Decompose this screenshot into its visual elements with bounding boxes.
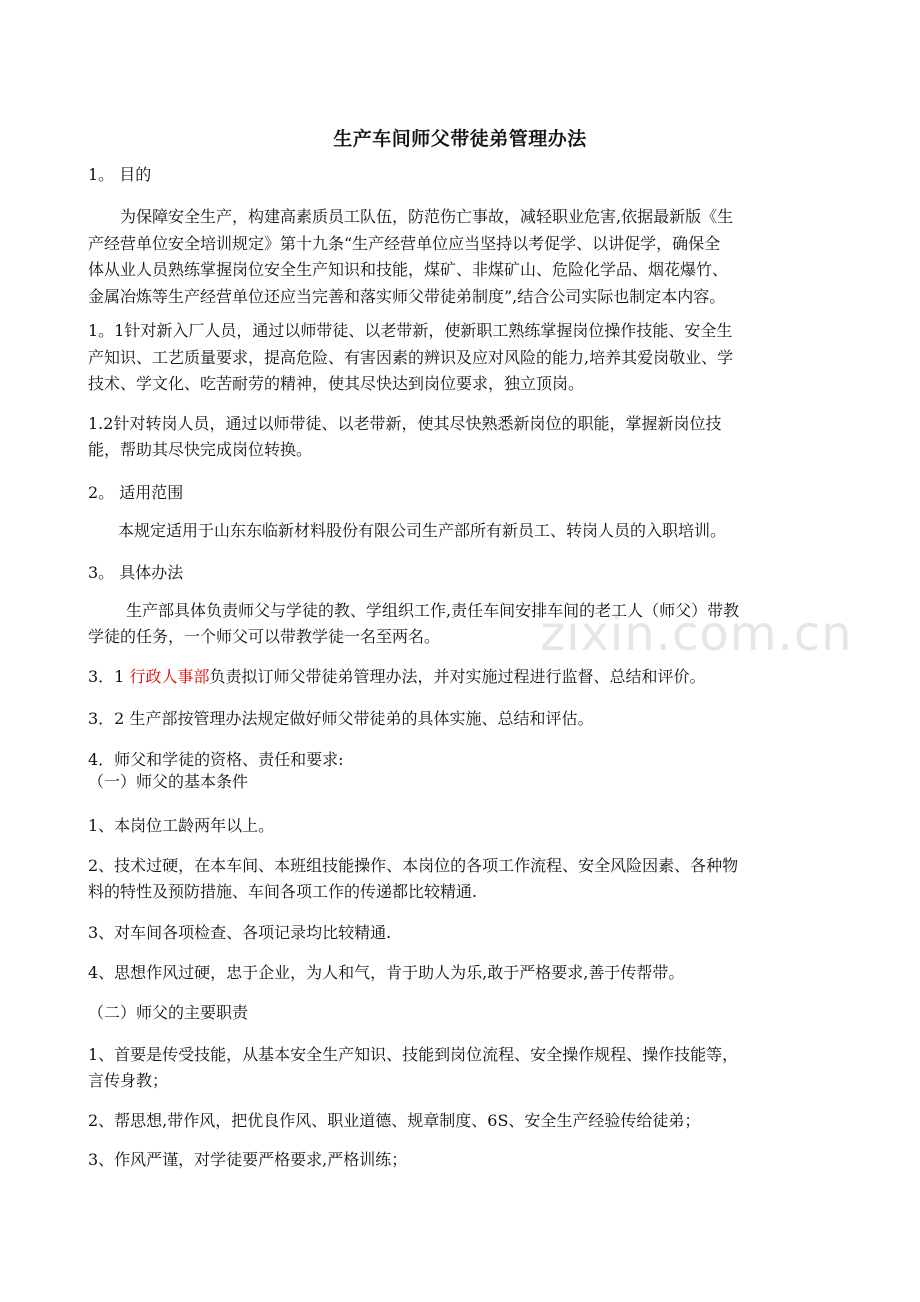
item-3-1-text: 负责拟订师父带徒弟管理办法，并对实施过程进行监督、总结和评价。 <box>209 667 706 686</box>
paragraph-line: 为保障安全生产，构建高素质员工队伍，防范伤亡事故，减轻职业危害,依据最新版《生 <box>120 207 734 226</box>
subsection-heading: （一）师父的基本条件 <box>88 772 249 791</box>
list-item: 4、思想作风过硬，忠于企业，为人和气，肯于助人为乐,敢于严格要求,善于传帮带。 <box>88 963 685 982</box>
highlight-department: 行政人事部 <box>129 667 210 686</box>
paragraph-line: 产经营单位安全培训规定》第十九条“生产经营单位应当坚持以考促学、以讲促学，确保全 <box>88 234 721 253</box>
item-3-1-number: 3．1 <box>88 667 130 686</box>
watermark: zixin.com.cn <box>540 606 853 662</box>
section-2-heading: 2。 适用范围 <box>88 483 184 502</box>
paragraph-line: 1。1针对新入厂人员，通过以师带徒、以老带新，使新职工熟练掌握岗位操作技能、安全生 <box>88 321 733 340</box>
list-item: 料的特性及预防措施、车间各项工作的传递都比较精通. <box>88 882 478 901</box>
item-3-1 <box>88 664 848 689</box>
list-item: 3、对车间各项检查、各项记录均比较精通. <box>88 923 392 942</box>
subsection-heading: （二）师父的主要职责 <box>88 1003 249 1022</box>
list-item: 1、首要是传受技能，从基本安全生产知识、技能到岗位流程、安全操作规程、操作技能等， <box>88 1045 739 1064</box>
paragraph-line: 本规定适用于山东东临新材料股份有限公司生产部所有新员工、转岗人员的入职培训。 <box>118 521 727 540</box>
list-item: 言传身教； <box>88 1071 169 1090</box>
list-item: 2、技术过硬，在本车间、本班组技能操作、本岗位的各项工作流程、安全风险因素、各种物 <box>88 856 739 875</box>
section-1-heading: 1。 目的 <box>88 165 152 184</box>
paragraph-line: 体从业人员熟练掌握岗位安全生产知识和技能，煤矿、非煤矿山、危险化学品、烟花爆竹、 <box>88 260 729 279</box>
list-item: 2、帮思想,带作风，把优良作风、职业道德、规章制度、6S、安全生产经验传给徒弟； <box>88 1111 701 1130</box>
document-title: 生产车间师父带徒弟管理办法 <box>333 128 587 150</box>
paragraph-line: 能，帮助其尽快完成岗位转换。 <box>88 440 313 459</box>
paragraph-line: 产知识、工艺质量要求，提高危险、有害因素的辨识及应对风险的能力,培养其爱岗敬业、学 <box>88 348 734 367</box>
list-item: 1、本岗位工龄两年以上。 <box>88 816 275 835</box>
paragraph-line: 技术、学文化、吃苦耐劳的精神，使其尽快达到岗位要求，独立顶岗。 <box>88 374 585 393</box>
item-3-2: 3．2 生产部按管理办法规定做好师父带徒弟的具体实施、总结和评估。 <box>88 709 594 728</box>
paragraph-line: 金属冶炼等生产经营单位还应当完善和落实师父带徒弟制度”,结合公司实际也制定本内容。 <box>88 287 726 306</box>
section-4-heading: 4．师父和学徒的资格、责任和要求: <box>88 750 344 769</box>
section-3-heading: 3。 具体办法 <box>88 563 184 582</box>
paragraph-line: 学徒的任务，一个师父可以带教学徒一名至两名。 <box>88 627 441 646</box>
list-item: 3、作风严谨，对学徒要严格要求,严格训练； <box>88 1150 408 1169</box>
paragraph-line: 1.2针对转岗人员，通过以师带徒、以老带新，使其尽快熟悉新岗位的职能，掌握新岗位技 <box>88 414 722 433</box>
paragraph-line: 生产部具体负责师父与学徒的教、学组织工作,责任车间安排车间的老工人（师父）带教 <box>126 601 740 620</box>
